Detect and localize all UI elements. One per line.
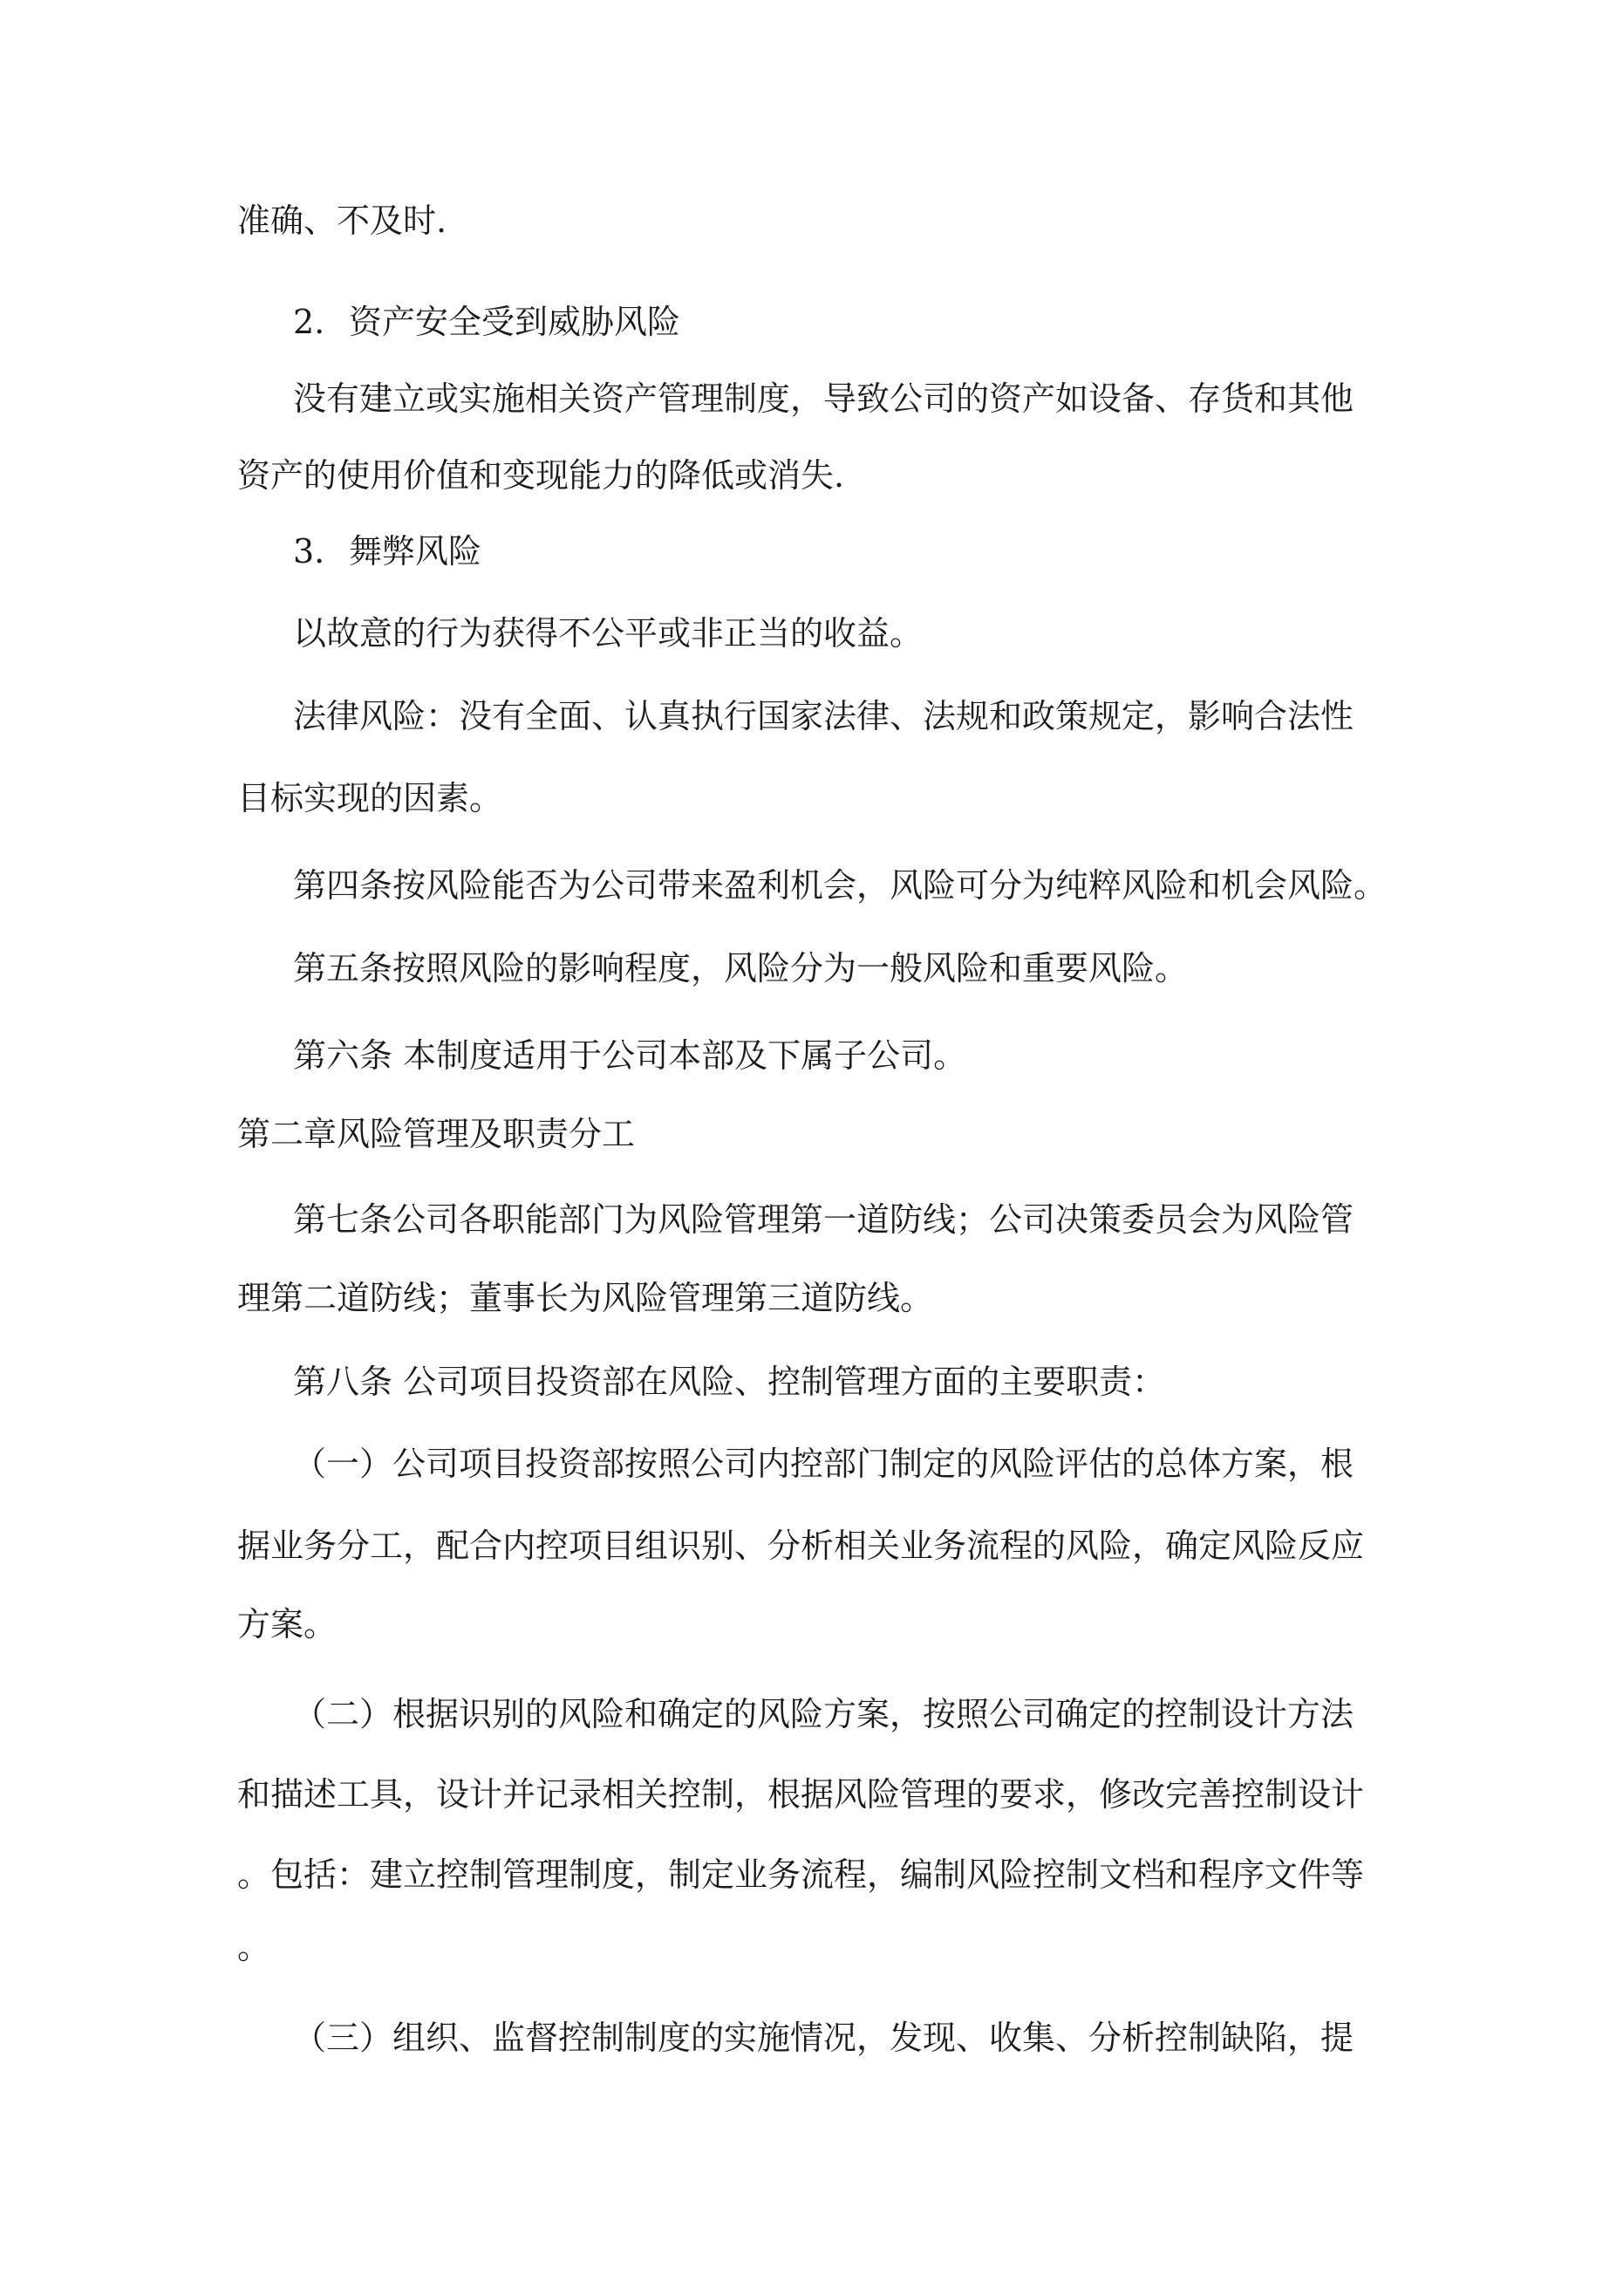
text-line: 法律风险：没有全面、认真执行国家法律、法规和政策规定，影响合法性: [293, 697, 1354, 735]
text-line: 以故意的行为获得不公平或非正当的收益。: [293, 614, 924, 653]
text-line: 和描述工具，设计并记录相关控制，根据风险管理的要求，修改完善控制设计: [237, 1775, 1365, 1814]
article-paragraph: 第四条按风险能否为公司带来盈利机会，风险可分为纯粹风险和机会风险。: [293, 866, 1388, 905]
text-line: 。包括：建立控制管理制度，制定业务流程，编制风险控制文档和程序文件等: [237, 1855, 1365, 1894]
text-line: 没有建立或实施相关资产管理制度，导致公司的资产如设备、存货和其他: [293, 379, 1354, 418]
text-line: （一）公司项目投资部按照公司内控部门制定的风险评估的总体方案，根: [293, 1445, 1354, 1483]
text-line: 据业务分工，配合内控项目组识别、分析相关业务流程的风险，确定风险反应: [237, 1527, 1365, 1565]
list-item-number: 2.: [293, 303, 325, 341]
article-paragraph: 第六条 本制度适用于公司本部及下属子公司。: [293, 1036, 967, 1075]
text-line: （三）组织、监督控制制度的实施情况，发现、收集、分析控制缺陷，提: [293, 2019, 1354, 2057]
article-paragraph: 第八条 公司项目投资部在风险、控制管理方面的主要职责：: [293, 1363, 1166, 1401]
article-paragraph: 第七条公司各职能部门为风险管理第一道防线；公司决策委员会为风险管: [293, 1200, 1354, 1239]
text-line: 方案。: [237, 1605, 338, 1643]
list-item-heading: [293, 300, 680, 344]
text-line: 资产的使用价值和变现能力的降低或消失.: [237, 456, 845, 495]
text-line: 目标实现的因素。: [237, 779, 503, 817]
list-item-heading: [293, 530, 481, 573]
list-item-title: 资产安全受到威胁风险: [349, 303, 681, 341]
text-line: 理第二道防线；董事长为风险管理第三道防线。: [237, 1279, 934, 1317]
list-item-number: 3.: [293, 532, 325, 571]
chapter-heading: 第二章风险管理及职责分工: [237, 1115, 636, 1153]
text-line: 准确、不及时.: [237, 202, 447, 240]
list-item-title: 舞弊风险: [349, 532, 482, 571]
text-line: 。: [237, 1928, 271, 1966]
text-line: （二）根据识别的风险和确定的风险方案，按照公司确定的控制设计方法: [293, 1695, 1354, 1733]
article-paragraph: 第五条按照风险的影响程度，风险分为一般风险和重要风险。: [293, 949, 1189, 987]
